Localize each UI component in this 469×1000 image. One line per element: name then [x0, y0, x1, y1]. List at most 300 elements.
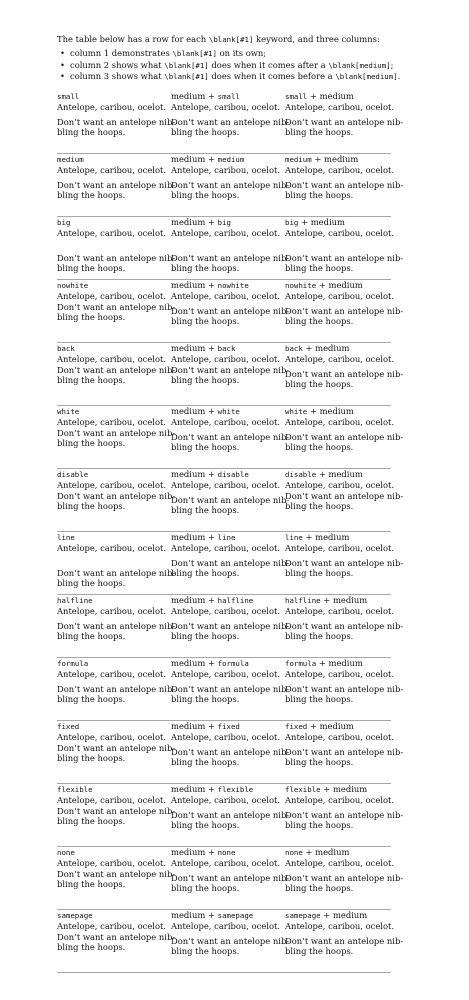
sample-line-1: Antelope, caribou, ocelot. — [57, 291, 167, 302]
table-cell-column-2 — [171, 658, 290, 705]
sample-line-1: Antelope, caribou, ocelot. — [285, 480, 395, 491]
keyword-code: none — [217, 848, 236, 857]
table-row — [57, 91, 404, 154]
keyword-code: none — [57, 848, 75, 857]
plus-sign: + — [320, 784, 333, 794]
table-cell-column-2 — [171, 91, 290, 138]
column-description-list — [57, 48, 417, 82]
table-cell-column-2 — [171, 721, 290, 768]
table-cell-column-3 — [285, 406, 404, 453]
sample-line-1: Antelope, caribou, ocelot. — [57, 165, 167, 176]
table-cell-column-1 — [57, 658, 176, 705]
keyword-code: disable — [285, 470, 317, 479]
table-cell-column-1 — [57, 469, 176, 512]
table-cell-column-3 — [285, 532, 404, 579]
table-cell-column-3 — [285, 910, 404, 957]
table-cell-column-3 — [285, 343, 404, 390]
bullet-code: \blank[#1] — [172, 49, 217, 59]
cell-heading — [57, 154, 169, 165]
table-cell-column-3 — [285, 847, 404, 894]
cell-heading — [171, 532, 283, 543]
sample-line-1: Antelope, caribou, ocelot. — [285, 291, 395, 302]
table-cell-column-1 — [57, 847, 176, 890]
table-cell-column-1 — [57, 91, 176, 138]
sample-line-2: Don’t want an antelope nib- — [171, 557, 290, 568]
sample-line-1: Antelope, caribou, ocelot. — [57, 480, 167, 491]
sample-line-1: Antelope, caribou, ocelot. — [171, 543, 281, 554]
sample-line-2: Don’t want an antelope nib- — [57, 620, 176, 631]
keyword-code: white — [57, 407, 80, 416]
sample-line-2: Don’t want an antelope nib- — [285, 746, 404, 757]
cell-heading — [57, 217, 169, 228]
sample-line-1: Antelope, caribou, ocelot. — [171, 795, 281, 806]
sample-line-3: bling the hoops. — [171, 694, 240, 705]
plus-sign: + — [205, 784, 218, 794]
sample-line-1: Antelope, caribou, ocelot. — [285, 606, 395, 617]
sample-line-3: bling the hoops. — [285, 946, 354, 957]
bullet-text-mid: on its own; — [216, 48, 267, 59]
keyword-code: halfline — [57, 596, 93, 605]
bullet-icon: • — [60, 48, 65, 59]
keyword-code: formula — [57, 659, 89, 668]
intro-paragraph — [57, 34, 417, 45]
cell-heading — [171, 91, 283, 102]
table-cell-column-3 — [285, 721, 404, 768]
table-cell-column-3 — [285, 784, 404, 831]
sample-line-1: Antelope, caribou, ocelot. — [285, 921, 395, 932]
plus-sign: + — [316, 280, 329, 290]
sample-line-1: Antelope, caribou, ocelot. — [285, 165, 395, 176]
cell-heading — [57, 280, 169, 291]
cell-heading — [171, 217, 283, 228]
sample-line-1: Antelope, caribou, ocelot. — [285, 543, 395, 554]
sample-line-2: Don’t want an antelope nib- — [285, 431, 404, 442]
keyword-code: line — [285, 533, 303, 542]
table-cell-column-2 — [171, 847, 290, 894]
keyword-code: medium — [57, 155, 84, 164]
medium-label: medium — [171, 154, 206, 164]
medium-label: medium — [315, 343, 350, 353]
medium-label: medium — [171, 532, 206, 542]
sample-line-2: Don’t want an antelope nib- — [171, 494, 290, 505]
sample-line-2: Don’t want an antelope nib- — [171, 364, 290, 375]
sample-line-1: Antelope, caribou, ocelot. — [171, 417, 281, 428]
table-cell-column-1 — [57, 910, 176, 953]
sample-line-2: Don’t want an antelope nib- — [285, 305, 404, 316]
keyword-code: nowhite — [57, 281, 89, 290]
cell-heading — [285, 469, 397, 480]
plus-sign: + — [205, 847, 218, 857]
sample-line-3: bling the hoops. — [285, 694, 354, 705]
sample-line-1: Antelope, caribou, ocelot. — [171, 669, 281, 680]
table-row — [57, 280, 404, 343]
table-row — [57, 532, 404, 595]
cell-heading — [171, 280, 283, 291]
blank-space — [171, 239, 283, 253]
table-row — [57, 406, 404, 469]
table-cell-column-1 — [57, 784, 176, 827]
cell-heading — [57, 469, 169, 480]
sample-line-2: Don’t want an antelope nib- — [57, 683, 176, 694]
sample-line-2: Don’t want an antelope nib- — [171, 252, 290, 263]
sample-line-3: bling the hoops. — [57, 753, 126, 764]
bullet-code: \blank[#1] — [164, 60, 209, 70]
cell-heading — [285, 658, 397, 669]
sample-line-3: bling the hoops. — [57, 127, 126, 138]
sample-line-3: bling the hoops. — [285, 631, 354, 642]
sample-line-3: bling the hoops. — [171, 263, 240, 274]
keyword-code: samepage — [285, 911, 321, 920]
medium-label: medium — [332, 784, 368, 794]
table-cell-column-2 — [171, 469, 290, 516]
cell-heading — [285, 532, 397, 543]
sample-line-1: Antelope, caribou, ocelot. — [57, 921, 167, 932]
keyword-code: small — [217, 92, 240, 101]
plus-sign: + — [307, 721, 320, 731]
sample-line-3: bling the hoops. — [57, 578, 126, 589]
medium-label: medium — [332, 595, 368, 605]
sample-line-2: Don’t want an antelope nib- — [171, 179, 290, 190]
sample-line-2: Don’t want an antelope nib- — [285, 557, 404, 568]
cell-heading — [171, 154, 283, 165]
sample-line-3: bling the hoops. — [57, 312, 126, 323]
sample-line-3: bling the hoops. — [57, 816, 126, 827]
sample-line-3: bling the hoops. — [171, 442, 240, 453]
cell-heading — [171, 721, 283, 732]
sample-line-2: Don’t want an antelope nib- — [171, 746, 290, 757]
sample-line-2: Don’t want an antelope nib- — [57, 931, 176, 942]
keyword-code: back — [57, 344, 75, 353]
sample-line-1: Antelope, caribou, ocelot. — [171, 480, 281, 491]
sample-line-2: Don’t want an antelope nib- — [57, 116, 176, 127]
sample-line-2: Don’t want an antelope nib- — [171, 431, 290, 442]
medium-label: medium — [171, 406, 206, 416]
table-row — [57, 784, 404, 847]
sample-line-2: Don’t want an antelope nib- — [171, 809, 290, 820]
sample-line-2: Don’t want an antelope nib- — [285, 872, 404, 883]
sample-line-3: bling the hoops. — [171, 127, 240, 138]
table-cell-column-2 — [171, 595, 290, 642]
sample-line-1: Antelope, caribou, ocelot. — [171, 102, 281, 113]
medium-label: medium — [332, 910, 368, 920]
medium-label: medium — [171, 280, 206, 290]
medium-label: medium — [171, 469, 206, 479]
cell-heading — [285, 343, 397, 354]
plus-sign: + — [205, 217, 218, 227]
table-row — [57, 343, 404, 406]
keyword-code: disable — [217, 470, 249, 479]
keyword-code: none — [285, 848, 303, 857]
keyword-code: white — [285, 407, 308, 416]
bullet-icon: • — [60, 59, 65, 70]
plus-sign: + — [320, 595, 333, 605]
blank-space — [57, 554, 169, 568]
medium-label: medium — [171, 91, 206, 101]
sample-line-1: Antelope, caribou, ocelot. — [171, 858, 281, 869]
sample-line-1: Antelope, caribou, ocelot. — [57, 102, 167, 113]
keyword-code: nowhite — [217, 281, 249, 290]
plus-sign: + — [205, 910, 218, 920]
keyword-code: line — [57, 533, 75, 542]
sample-line-3: bling the hoops. — [57, 263, 126, 274]
sample-line-2: Don’t want an antelope nib- — [57, 301, 176, 312]
keyword-code: disable — [57, 470, 89, 479]
sample-line-2: Don’t want an antelope nib- — [285, 683, 404, 694]
keyword-code: nowhite — [285, 281, 317, 290]
sample-line-3: bling the hoops. — [285, 501, 354, 512]
table-cell-column-1 — [57, 721, 176, 764]
medium-label: medium — [328, 469, 363, 479]
table-cell-column-3 — [285, 280, 404, 327]
sample-line-3: bling the hoops. — [171, 316, 240, 327]
sample-line-1: Antelope, caribou, ocelot. — [57, 228, 167, 239]
sample-line-3: bling the hoops. — [171, 631, 240, 642]
sample-line-1: Antelope, caribou, ocelot. — [285, 732, 395, 743]
blank-space — [285, 239, 397, 253]
sample-line-1: Antelope, caribou, ocelot. — [171, 291, 281, 302]
keyword-code: small — [57, 92, 80, 101]
plus-sign: + — [205, 595, 218, 605]
keyword-code: white — [217, 407, 240, 416]
sample-line-1: Antelope, caribou, ocelot. — [285, 795, 395, 806]
keyword-code: flexible — [285, 785, 321, 794]
keyword-code: medium — [285, 155, 312, 164]
cell-heading — [171, 469, 283, 480]
sample-line-2: Don’t want an antelope nib- — [57, 805, 176, 816]
plus-sign: + — [205, 154, 218, 164]
sample-line-1: Antelope, caribou, ocelot. — [57, 354, 167, 365]
plus-sign: + — [302, 847, 316, 857]
cell-heading — [285, 406, 397, 417]
sample-line-2: Don’t want an antelope nib- — [285, 252, 404, 263]
sample-line-1: Antelope, caribou, ocelot. — [171, 165, 281, 176]
sample-line-2: Don’t want an antelope nib- — [171, 305, 290, 316]
keyword-code: halfline — [217, 596, 254, 605]
plus-sign: + — [307, 406, 320, 416]
intro-text-end: keyword, and three columns: — [253, 34, 380, 44]
sample-line-3: bling the hoops. — [285, 316, 354, 327]
sample-line-2: Don’t want an antelope nib- — [285, 490, 404, 501]
table-cell-column-3 — [285, 217, 404, 274]
table-cell-column-2 — [171, 532, 290, 579]
cell-heading — [57, 91, 169, 102]
medium-label: medium — [310, 217, 345, 227]
sample-line-2: Don’t want an antelope nib- — [285, 620, 404, 631]
sample-line-3: bling the hoops. — [171, 946, 240, 957]
sample-line-1: Antelope, caribou, ocelot. — [57, 669, 167, 680]
sample-line-1: Antelope, caribou, ocelot. — [171, 228, 281, 239]
sample-line-3: bling the hoops. — [285, 263, 354, 274]
cell-heading — [285, 595, 397, 606]
sample-line-3: bling the hoops. — [57, 879, 126, 890]
keyword-code: big — [57, 218, 71, 227]
table-cell-column-1 — [57, 406, 176, 449]
medium-label: medium — [171, 910, 206, 920]
plus-sign: + — [298, 217, 311, 227]
keyword-code: samepage — [57, 911, 93, 920]
sample-line-3: bling the hoops. — [171, 505, 240, 516]
sample-line-1: Antelope, caribou, ocelot. — [285, 228, 395, 239]
plus-sign: + — [205, 658, 218, 668]
sample-line-2: Don’t want an antelope nib- — [285, 368, 404, 379]
sample-line-1: Antelope, caribou, ocelot. — [171, 354, 281, 365]
sample-line-2: Don’t want an antelope nib- — [57, 179, 176, 190]
sample-line-2: Don’t want an antelope nib- — [171, 620, 290, 631]
medium-label: medium — [315, 847, 350, 857]
bullet-code: \blank[#1] — [164, 72, 209, 82]
medium-label: medium — [171, 784, 206, 794]
sample-line-3: bling the hoops. — [57, 375, 126, 386]
cell-heading — [57, 784, 169, 795]
cell-heading — [171, 343, 283, 354]
plus-sign: + — [311, 154, 325, 164]
medium-label: medium — [319, 721, 354, 731]
sample-line-3: bling the hoops. — [171, 190, 240, 201]
keyword-code: fixed — [285, 722, 308, 731]
table-row — [57, 469, 404, 532]
sample-line-2: Don’t want an antelope nib- — [285, 116, 404, 127]
table-cell-column-3 — [285, 154, 404, 201]
keyword-code: halfline — [285, 596, 321, 605]
sample-line-1: Antelope, caribou, ocelot. — [171, 606, 281, 617]
medium-label: medium — [319, 91, 354, 101]
intro-code: \blank[#1] — [208, 35, 254, 44]
medium-label: medium — [328, 658, 363, 668]
sample-line-2: Don’t want an antelope nib- — [285, 935, 404, 946]
sample-line-2: Don’t want an antelope nib- — [171, 872, 290, 883]
bullet-code-2: \blank[medium] — [335, 72, 398, 82]
medium-label: medium — [171, 721, 206, 731]
sample-line-3: bling the hoops. — [57, 438, 126, 449]
sample-line-3: bling the hoops. — [171, 883, 240, 894]
sample-line-2: Don’t want an antelope nib- — [171, 935, 290, 946]
table-cell-column-1 — [57, 280, 176, 323]
cell-heading — [285, 910, 397, 921]
plus-sign: + — [205, 469, 218, 479]
sample-line-2: Don’t want an antelope nib- — [57, 364, 176, 375]
sample-line-3: bling the hoops. — [285, 568, 354, 579]
sample-line-1: Antelope, caribou, ocelot. — [285, 858, 395, 869]
sample-line-2: Don’t want an antelope nib- — [285, 179, 404, 190]
plus-sign: + — [205, 280, 218, 290]
keyword-code: fixed — [57, 722, 80, 731]
cell-heading — [57, 595, 169, 606]
sample-line-2: Don’t want an antelope nib- — [57, 490, 176, 501]
table-cell-column-2 — [171, 154, 290, 201]
sample-line-3: bling the hoops. — [285, 379, 354, 390]
cell-heading — [57, 721, 169, 732]
table-cell-column-1 — [57, 532, 176, 589]
cell-heading — [171, 658, 283, 669]
keyword-code: formula — [285, 659, 317, 668]
keyword-code: medium — [217, 155, 245, 164]
sample-line-3: bling the hoops. — [57, 694, 126, 705]
plus-sign: + — [302, 532, 316, 542]
keyword-code: flexible — [217, 785, 254, 794]
medium-label: medium — [315, 532, 350, 542]
sample-line-1: Antelope, caribou, ocelot. — [57, 543, 167, 554]
table-cell-column-1 — [57, 595, 176, 642]
plus-sign: + — [302, 343, 316, 353]
sample-line-2: Don’t want an antelope nib- — [171, 116, 290, 127]
bullet-text-mid: does when it comes before a — [208, 71, 336, 82]
sample-line-3: bling the hoops. — [57, 631, 126, 642]
medium-label: medium — [324, 154, 359, 164]
keyword-code: big — [217, 218, 231, 227]
sample-line-1: Antelope, caribou, ocelot. — [285, 417, 395, 428]
bullet-text: column 3 shows what — [70, 71, 165, 82]
keyword-code: small — [285, 92, 308, 101]
cell-heading — [57, 343, 169, 354]
intro-section — [57, 34, 417, 83]
medium-label: medium — [171, 217, 206, 227]
sample-line-1: Antelope, caribou, ocelot. — [57, 417, 167, 428]
table-row — [57, 658, 404, 721]
table-cell-column-2 — [171, 910, 290, 957]
table-row — [57, 847, 404, 910]
table-row — [57, 721, 404, 784]
medium-label: medium — [328, 280, 363, 290]
sample-line-1: Antelope, caribou, ocelot. — [285, 102, 395, 113]
cell-heading — [57, 406, 169, 417]
table-cell-column-2 — [171, 784, 290, 831]
table-cell-column-2 — [171, 406, 290, 453]
cell-heading — [285, 154, 397, 165]
cell-heading — [171, 595, 283, 606]
cell-heading — [171, 847, 283, 858]
cell-heading — [171, 910, 283, 921]
table-row — [57, 154, 404, 217]
sample-line-2: Don’t want an antelope nib- — [57, 252, 176, 263]
keyword-code: flexible — [57, 785, 93, 794]
cell-heading — [285, 91, 397, 102]
sample-line-3: bling the hoops. — [171, 820, 240, 831]
blank-keyword-table — [57, 91, 404, 973]
keyword-code: samepage — [217, 911, 254, 920]
table-cell-column-3 — [285, 658, 404, 705]
cell-heading — [57, 658, 169, 669]
table-cell-column-3 — [285, 595, 404, 642]
bullet-text-end: . — [397, 71, 401, 82]
sample-line-3: bling the hoops. — [285, 442, 354, 453]
table-row — [57, 595, 404, 658]
cell-heading — [285, 784, 397, 795]
plus-sign: + — [205, 532, 218, 542]
sample-line-2: Don’t want an antelope nib- — [57, 868, 176, 879]
cell-heading — [171, 406, 283, 417]
keyword-code: fixed — [217, 722, 240, 731]
sample-line-1: Antelope, caribou, ocelot. — [57, 795, 167, 806]
bullet-text-end: ; — [390, 59, 394, 70]
sample-line-2: Don’t want an antelope nib- — [285, 809, 404, 820]
medium-label: medium — [171, 847, 206, 857]
plus-sign: + — [316, 469, 329, 479]
table-cell-column-3 — [285, 469, 404, 512]
sample-line-3: bling the hoops. — [171, 757, 240, 768]
cell-heading — [57, 910, 169, 921]
medium-label: medium — [171, 658, 206, 668]
table-row — [57, 910, 404, 973]
bullet-text: column 1 demonstrates — [70, 48, 173, 59]
sample-line-2: Don’t want an antelope nib- — [57, 567, 176, 578]
sample-line-1: Antelope, caribou, ocelot. — [57, 732, 167, 743]
sample-line-3: bling the hoops. — [285, 190, 354, 201]
bullet-icon: • — [60, 71, 65, 82]
sample-line-3: bling the hoops. — [171, 375, 240, 386]
keyword-code: back — [217, 344, 236, 353]
sample-line-3: bling the hoops. — [57, 190, 126, 201]
sample-line-1: Antelope, caribou, ocelot. — [285, 669, 395, 680]
